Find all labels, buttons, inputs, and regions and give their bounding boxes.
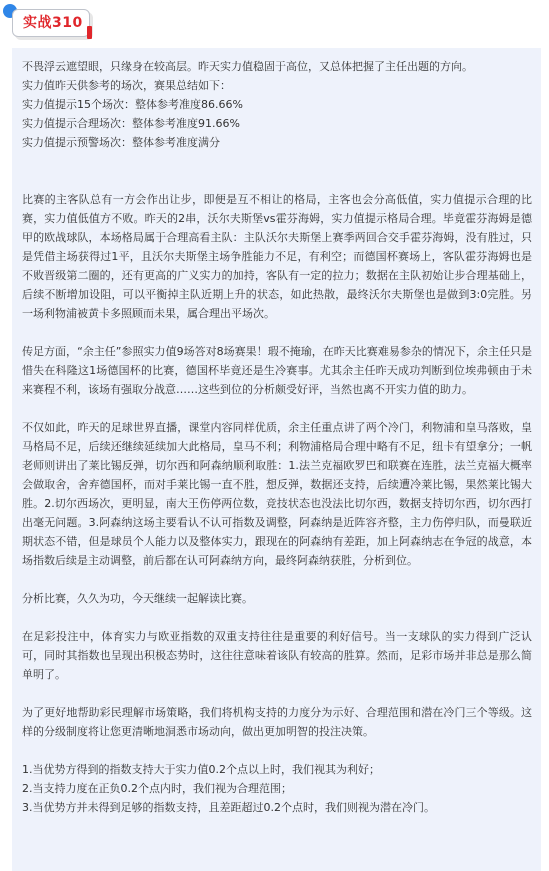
body-paragraph: 不仅如此，昨天的足球世界直播，课堂内容同样优质，余主任重点讲了两个冷门，利物浦和皇马落败，皇马格局不足，后续还继续延续加大此格局，皇马不利；利物浦格局合理中略有不足，纽卡有望拿分；一帆老师则讲出了莱比锡反弹，切尔西和阿森纳顺利取胜：1.法兰克福欧罗巴和联赛在连胜，法兰克福大概率会做取舍，舍弃德国杯，而对手莱比锡一直不胜，想反弹，数据还支持，后续遭冷莱比锡，果然莱比锡大胜。2.切尔西场次，更明显，南大王伤停两位数，竞技状态也没法比切尔西，数据支持切尔西，切尔西打出毫无问题。3.阿森纳这场主要看认不认可指数及调整，阿森纳是近阵容齐整，主力伤停归队，而曼联近期状态不错，但是球员个人能力以及整体实力，跟现在的阿森纳有差距，加上阿森纳志在争冠的战意，本场指数后续是主动调整，前后都在认可阿森纳方向，最终阿森纳获胜，分析到位。 xyxy=(22,421,532,567)
article-header xyxy=(0,0,549,46)
badge-accent-mark xyxy=(87,26,92,39)
intro-line: 实力值提示预警场次：整体参考准度满分 xyxy=(22,136,220,149)
paragraph-gap xyxy=(22,399,532,418)
paragraph-gap xyxy=(22,323,532,342)
paragraph-gap xyxy=(22,684,532,703)
intro-line: 实力值昨天供参考的场次，赛果总结如下： xyxy=(22,79,231,92)
paragraph-gap xyxy=(22,608,532,627)
paragraph-gap xyxy=(22,152,532,171)
body-paragraph: 在足彩投注中，体育实力与欧亚指数的双重支持往往是重要的利好信号。当一支球队的实力得到广泛认可，同时其指数也呈现出积极态势时，这往往意味着该队有较高的胜算。然而，足彩市场并非总是那么简单明了。 xyxy=(22,630,532,681)
paragraph-gap xyxy=(22,741,532,760)
paragraph-gap xyxy=(22,570,532,589)
section-badge xyxy=(12,9,90,37)
intro-line: 不畏浮云遮望眼，只缘身在较高层。昨天实力值稳固于高位，又总体把握了主任出题的方向。 xyxy=(22,60,473,73)
body-paragraph: 分析比赛，久久为功，今天继续一起解读比赛。 xyxy=(22,592,253,605)
body-paragraph: 为了更好地帮助彩民理解市场策略，我们将机构支持的力度分为示好、合理范围和潜在冷门三个等级。这样的分级制度将让您更清晰地洞悉市场动向，做出更加明智的投注决策。 xyxy=(22,706,532,738)
list-item: 1.当优势方得到的指数支持大于实力值0.2个点以上时，我们视其为利好； xyxy=(22,763,380,776)
badge-label: 实战310 xyxy=(23,15,83,31)
body-paragraph: 传足方面，“余主任”参照实力值9场答对8场赛果！瑕不掩瑜，在昨天比赛难易参杂的情况下，余主任只是惜失在科隆这1场德国杯的比赛，德国杯毕竟还是生冷赛事。尤其余主任昨天成功判断到位埃弗顿由于未来赛程不利，该场有强取分战意……这些到位的分析颇受好评，当然也离不开实力值的助力。 xyxy=(22,345,532,396)
list-item: 3.当优势方并未得到足够的指数支持，且差距超过0.2个点时，我们则视为潜在冷门。 xyxy=(22,801,435,814)
list-item: 2.当支持力度在正负0.2个点内时，我们视为合理范围； xyxy=(22,782,292,795)
body-paragraph: 比赛的主客队总有一方会作出让步，即便是互不相让的格局，主客也会分高低值，实力值提示合理的比赛，实力值低值方不败。昨天的2串，沃尔夫斯堡vs霍芬海姆，实力值提示格局合理。毕竟霍芬海姆是德甲的欧战球队，本场格局属于合理高看主队：主队沃尔夫斯堡上赛季两回合交手霍芬海姆，没有胜过，只是凭借主场获得过1平，且沃尔夫斯堡主场争胜能力不足，有利空；而德国杯赛场上，客队霍芬海姆也是不败晋级第二圈的，还有更高的广义实力的加持，客队有一定的拉力；数据在主队初始让步合理基础上，后续不断增加设阻，可以平衡掉主队近期上升的状态，如此热散，最终沃尔夫斯堡也是做到3:0完胜。另一场利物浦被黄卡多照顾而未果，属合理出平场次。 xyxy=(22,193,532,320)
intro-line: 实力值提示合理场次：整体参考准度91.66% xyxy=(22,117,240,130)
intro-line: 实力值提示15个场次：整体参考准度86.66% xyxy=(22,98,243,111)
paragraph-gap xyxy=(22,171,532,190)
article-body xyxy=(12,48,541,871)
